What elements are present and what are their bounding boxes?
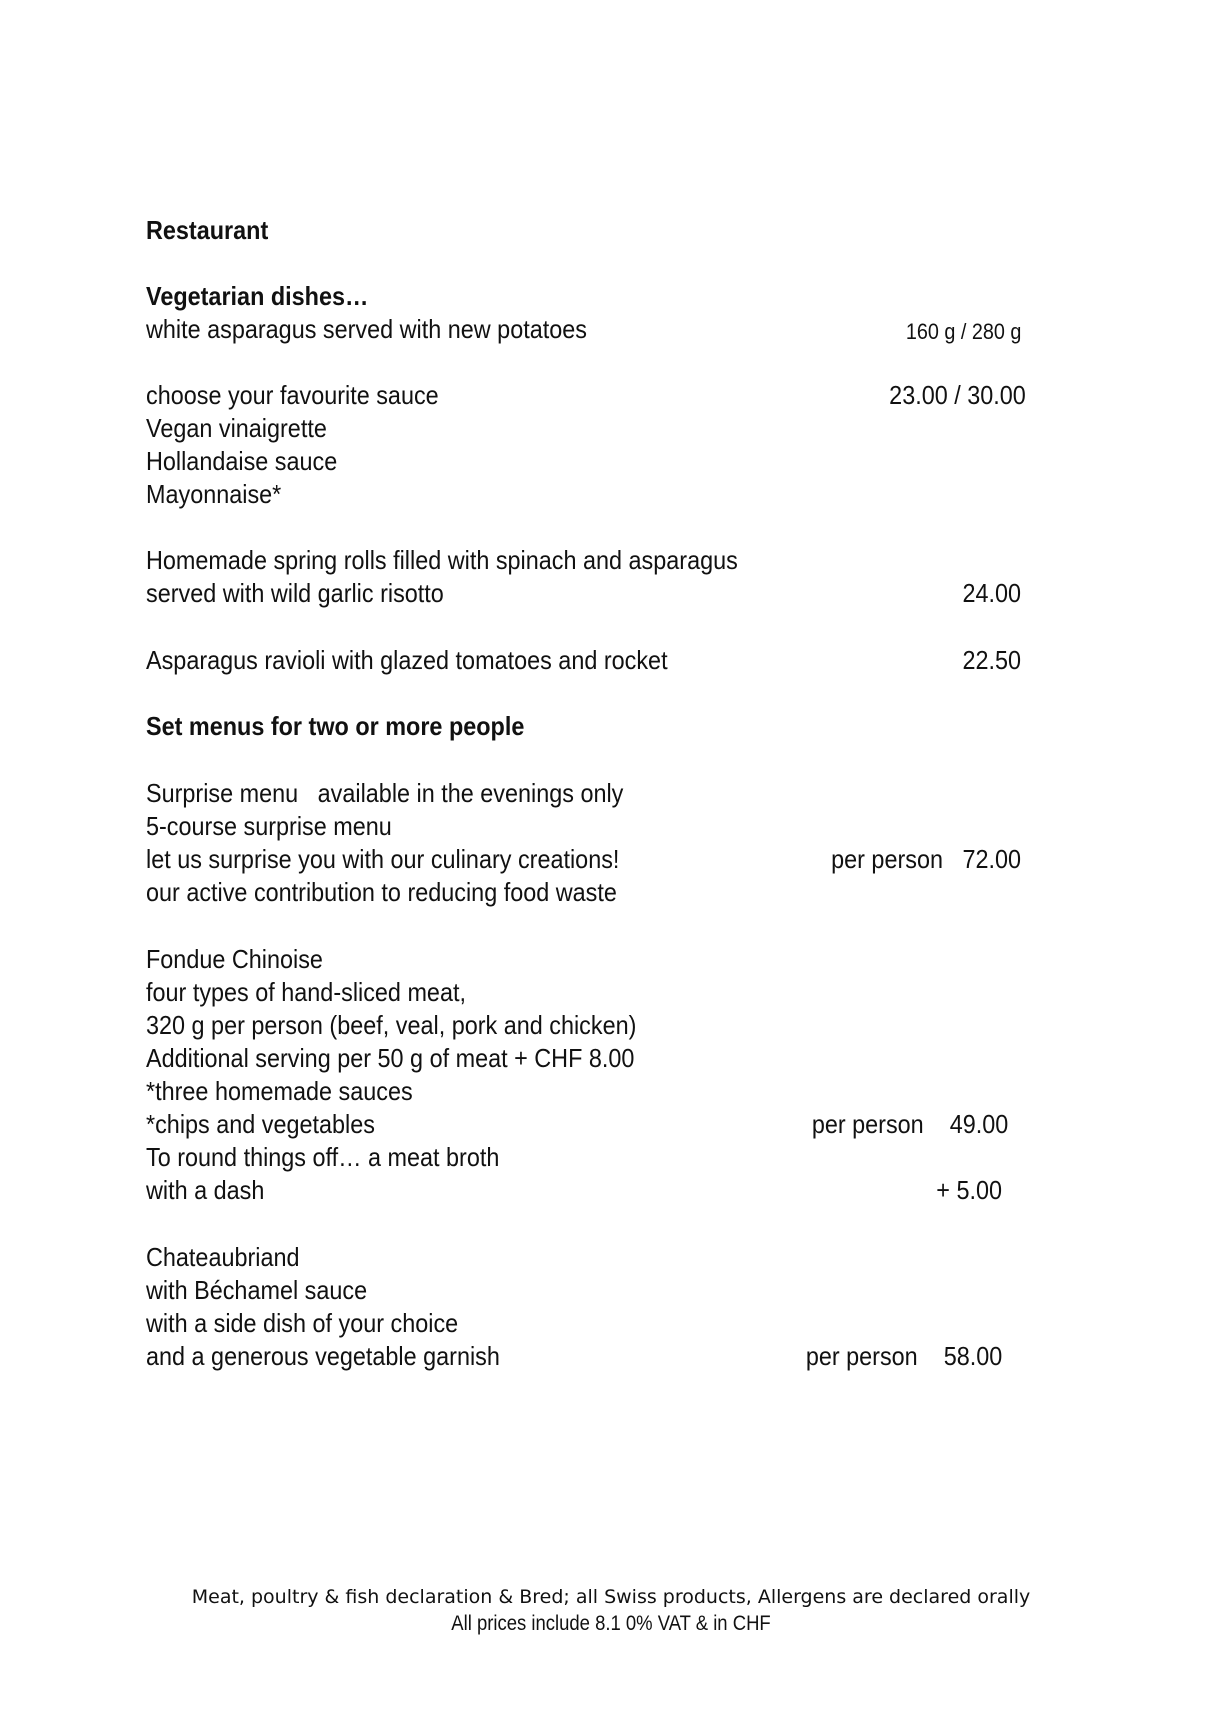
surprise-menu-detail: 5-course surprise menu (146, 811, 392, 841)
fondue-title: Fondue Chinoise (146, 944, 323, 974)
dish-asparagus: white asparagus served with new potatoes (146, 314, 587, 344)
footer-declaration: Meat, poultry & fish declaration & Bred; all Swiss products, Allergens are declared orally (191, 1586, 1031, 1608)
fondue-price: per person 49.00 (811, 1109, 1008, 1139)
footer-vat-note: All prices include 8.1 0% VAT & in CHF (451, 1612, 771, 1635)
fondue-broth-price: + 5.00 (936, 1175, 1002, 1205)
dish-ravioli-price: 22.50 (962, 645, 1021, 675)
section-heading-vegetarian: Vegetarian dishes… (146, 281, 369, 311)
section-heading-set-menus: Set menus for two or more people (146, 711, 525, 741)
fondue-detail: *three homemade sauces (146, 1076, 413, 1106)
dish-spring-rolls-price: 24.00 (962, 578, 1021, 608)
sauce-option: Vegan vinaigrette (146, 413, 327, 443)
sauce-option: Hollandaise sauce (146, 446, 338, 476)
surprise-menu-detail: our active contribution to reducing food waste (146, 877, 617, 907)
chateaubriand-detail: and a generous vegetable garnish (146, 1341, 500, 1371)
fondue-detail: with a dash (146, 1175, 265, 1205)
dish-asparagus-weight: 160 g / 280 g (905, 319, 1021, 344)
fondue-detail: *chips and vegetables (146, 1109, 375, 1139)
dish-sauce-choice: choose your favourite sauce (146, 380, 439, 410)
chateaubriand-detail: with Béchamel sauce (146, 1275, 368, 1305)
surprise-menu-detail: let us surprise you with our culinary creations! (146, 844, 620, 874)
dish-spring-rolls: Homemade spring rolls filled with spinach and asparagus (146, 545, 738, 575)
fondue-detail: To round things off… a meat broth (146, 1142, 500, 1172)
fondue-detail: Additional serving per 50 g of meat + CHF 8.00 (146, 1043, 635, 1073)
chateaubriand-detail: with a side dish of your choice (146, 1308, 459, 1338)
dish-sauce-price: 23.00 / 30.00 (889, 380, 1026, 410)
dish-spring-rolls-detail: served with wild garlic risotto (146, 578, 444, 608)
surprise-menu-title: Surprise menu available in the evenings only (146, 778, 624, 808)
chateaubriand-price: per person 58.00 (805, 1341, 1002, 1371)
sauce-option: Mayonnaise* (146, 479, 282, 509)
fondue-detail: 320 g per person (beef, veal, pork and chicken) (146, 1010, 637, 1040)
page-title: Restaurant (146, 215, 269, 245)
chateaubriand-title: Chateaubriand (146, 1242, 300, 1272)
dish-ravioli: Asparagus ravioli with glazed tomatoes and rocket (146, 645, 668, 675)
fondue-detail: four types of hand-sliced meat, (146, 977, 466, 1007)
surprise-menu-price: per person 72.00 (831, 844, 1021, 874)
